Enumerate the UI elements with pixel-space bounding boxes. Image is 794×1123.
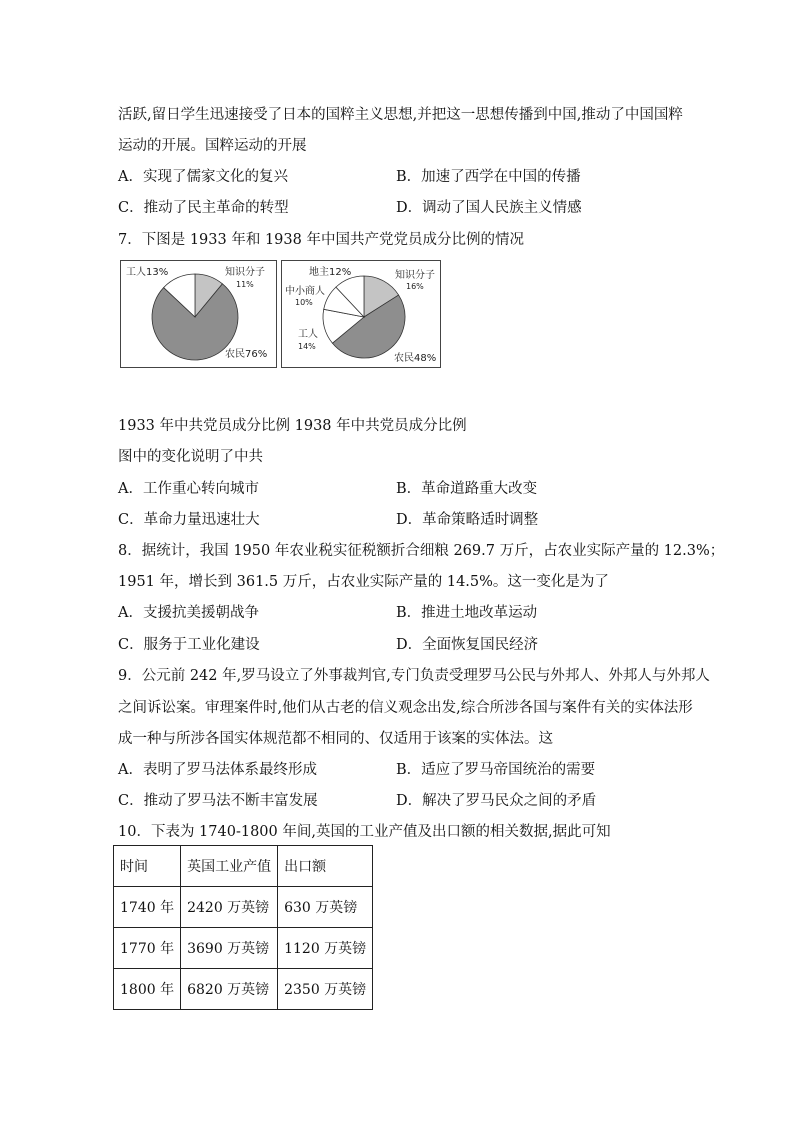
q9-line-1: 9．公元前 242 年,罗马设立了外事裁判官,专门负责受理罗马公民与外邦人、外邦人与外邦人 xyxy=(118,668,710,684)
q7-option-a: A．工作重心转向城市 xyxy=(118,481,259,497)
table-row xyxy=(114,969,373,1010)
q7-stem: 7．下图是 1933 年和 1938 年中国共产党党员成分比例的情况 xyxy=(118,232,524,248)
q7-option-d: D．革命策略适时调整 xyxy=(396,512,539,528)
table-cell: 630 万英镑 xyxy=(278,887,373,928)
q6-line-1: 活跃,留日学生迅速接受了日本的国粹主义思想,并把这一思想传播到中国,推动了中国国粹 xyxy=(118,107,683,123)
table-row xyxy=(114,928,373,969)
table-cell: 1800 年 xyxy=(114,969,181,1010)
q6-option-a: A．实现了儒家文化的复兴 xyxy=(118,169,288,185)
table-cell: 2420 万英镑 xyxy=(181,887,278,928)
q8-option-a: A．支援抗美援朝战争 xyxy=(118,605,259,621)
table-cell: 2350 万英镑 xyxy=(278,969,373,1010)
pie1-label-intellectual: 知识分子 xyxy=(225,267,265,278)
table-cell: 1770 年 xyxy=(114,928,181,969)
pie-chart-1938 xyxy=(281,260,441,368)
q8-line-1: 8．据统计，我国 1950 年农业税实征税额折合细粮 269.7 万斤，占农业实际产量的 12.3%； xyxy=(118,543,725,559)
q6-option-d: D．调动了国人民族主义情感 xyxy=(396,200,582,216)
q6-option-c: C．推动了民主革命的转型 xyxy=(118,200,289,216)
table-header-cell: 出口额 xyxy=(278,846,373,887)
q6-line-2: 运动的开展。国粹运动的开展 xyxy=(118,138,307,154)
pie1-label-worker: 工人13% xyxy=(126,267,169,278)
q10-data-table xyxy=(113,845,373,1010)
q6-option-b: B．加速了西学在中国的传播 xyxy=(396,169,581,185)
table-row xyxy=(114,887,373,928)
q9-option-b: B．适应了罗马帝国统治的需要 xyxy=(396,762,596,778)
q7-option-c: C．革命力量迅速壮大 xyxy=(118,512,260,528)
q8-line-2: 1951 年，增长到 361.5 万斤，占农业实际产量的 14.5%。这一变化是为了 xyxy=(118,574,609,590)
pie-chart-1933-svg xyxy=(121,261,276,367)
pie2-label-merchant-pct: 10% xyxy=(295,298,313,307)
pie2-label-intellectual: 知识分子 xyxy=(395,270,435,281)
q10-stem: 10．下表为 1740-1800 年间,英国的工业产值及出口额的相关数据,据此可知 xyxy=(118,824,611,840)
pie2-label-worker-pct: 14% xyxy=(298,342,316,351)
q8-option-d: D．全面恢复国民经济 xyxy=(396,637,539,653)
q7-question: 图中的变化说明了中共 xyxy=(118,449,263,465)
pie2-label-worker: 工人 xyxy=(298,329,318,340)
q8-option-b: B．推进土地改革运动 xyxy=(396,605,538,621)
pie1-label-intellectual-pct: 11% xyxy=(236,280,254,289)
table-header-cell: 英国工业产值 xyxy=(181,846,278,887)
q9-option-a: A．表明了罗马法体系最终形成 xyxy=(118,762,317,778)
q9-option-d: D．解决了罗马民众之间的矛盾 xyxy=(396,793,597,809)
q7-caption: 1933 年中共党员成分比例 1938 年中共党员成分比例 xyxy=(118,418,467,434)
table-cell: 3690 万英镑 xyxy=(181,928,278,969)
pie1-label-peasant: 农民76% xyxy=(225,349,268,360)
table-cell: 1120 万英镑 xyxy=(278,928,373,969)
q9-line-3: 成一种与所涉各国实体规范都不相同的、仅适用于该案的实体法。这 xyxy=(118,731,553,747)
pie-chart-1933 xyxy=(120,260,277,368)
pie2-label-intellectual-pct: 16% xyxy=(406,282,424,291)
pie2-label-landlord: 地主12% xyxy=(309,267,352,278)
table-header-row xyxy=(114,846,373,887)
table-cell: 1740 年 xyxy=(114,887,181,928)
table-header-cell: 时间 xyxy=(114,846,181,887)
pie2-label-merchant: 中小商人 xyxy=(285,286,325,297)
pie-chart-1938-svg xyxy=(282,261,440,367)
q9-line-2: 之间诉讼案。审理案件时,他们从古老的信义观念出发,综合所涉各国与案件有关的实体法形 xyxy=(118,700,693,716)
table-cell: 6820 万英镑 xyxy=(181,969,278,1010)
q8-option-c: C．服务于工业化建设 xyxy=(118,637,260,653)
q7-option-b: B．革命道路重大改变 xyxy=(396,481,538,497)
pie2-label-peasant: 农民48% xyxy=(394,353,437,364)
q9-option-c: C．推动了罗马法不断丰富发展 xyxy=(118,793,318,809)
